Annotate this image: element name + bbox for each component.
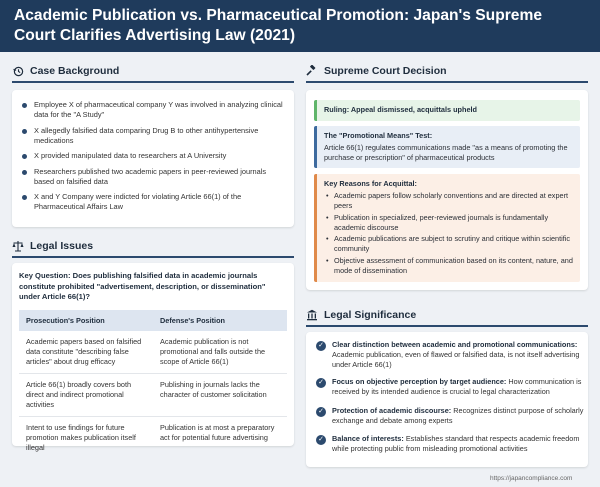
list-item: • Objective assessment of communication based on its content, nature, and mode of dissemination — [324, 256, 573, 276]
list-item: • Academic publications are subject to scrutiny and critique within scientific community — [324, 234, 573, 254]
table-cell: Academic papers based on falsified data constitute "describing false articles" about drug efficacy — [19, 331, 153, 374]
test-text: Article 66(1) regulates communications made "as a means of promoting the purchase or prescription" of pharmaceutical products — [324, 143, 568, 162]
significance-item — [316, 434, 586, 454]
page-header — [0, 0, 600, 52]
list-item: X and Y Company were indicted for violating Article 66(1) of the Pharmaceutical Affairs Law — [20, 192, 284, 212]
significance-item — [316, 406, 586, 426]
list-item: X provided manipulated data to researchers at A University — [20, 151, 284, 161]
reasons-box — [314, 174, 580, 282]
ruling-box: Ruling: Appeal dismissed, acquittals upheld — [314, 100, 580, 121]
legal-issues-heading: Legal Issues — [12, 237, 93, 255]
check-circle-icon: ✓ — [316, 435, 326, 445]
legal-issues-card — [12, 263, 294, 452]
significance-item-text: How communication is received by its intended audience is crucial to legal characterization — [332, 377, 582, 396]
prosecution-column-header: Prosecution's Position — [19, 310, 153, 331]
table-header-row — [19, 310, 287, 331]
reasons-title: Key Reasons for Acquittal: — [324, 179, 417, 188]
significance-item — [316, 340, 586, 370]
case-background-heading: Case Background — [12, 62, 119, 80]
significance-item-title: Protection of academic discourse: — [332, 406, 452, 415]
significance-heading: Legal Significance — [306, 306, 416, 324]
footer-url[interactable]: https://japancompliance.com — [490, 475, 573, 482]
check-circle-icon: ✓ — [316, 378, 326, 388]
table-cell: Academic publication is not promotional and falls outside the scope of Article 66(1) — [153, 331, 287, 374]
significance-rule — [306, 325, 588, 327]
list-item: Researchers published two academic papers in peer-reviewed journals based on falsified data — [20, 167, 284, 187]
list-item: • Publication in specialized, peer-reviewed journals is fundamentally academic discourse — [324, 213, 573, 233]
test-title: The "Promotional Means" Test: — [324, 131, 433, 140]
table-cell: Publication is at most a preparatory act for potential future advertising — [160, 422, 275, 442]
decision-rule — [306, 81, 588, 83]
list-item: • Academic papers follow scholarly conventions and are directed at expert peers — [324, 191, 573, 211]
balance-scale-icon — [12, 240, 24, 252]
history-icon — [12, 65, 24, 77]
landmark-icon — [306, 309, 318, 321]
positions-table — [19, 310, 287, 459]
significance-item-title: Focus on objective perception by target audience: — [332, 377, 507, 386]
reasons-list — [324, 191, 573, 276]
significance-item-title: Clear distinction between academic and promotional communications: — [332, 340, 578, 349]
table-row — [19, 331, 287, 374]
list-item: X allegedly falsified data comparing Drug B to other antihypertensive medications — [20, 126, 284, 146]
defense-column-header: Defense's Position — [153, 310, 287, 331]
case-background-card — [12, 90, 294, 227]
check-circle-icon: ✓ — [316, 341, 326, 351]
case-background-rule — [12, 81, 294, 83]
table-row — [19, 416, 287, 459]
page-title: Academic Publication vs. Pharmaceutical Promotion: Japan's Supreme Court Clarifies Advertising Law (2021) — [14, 7, 542, 44]
promotional-means-test-box — [314, 126, 580, 168]
table-cell: Publishing in journals lacks the character of customer solicitation — [153, 373, 287, 416]
case-background-list — [20, 100, 284, 212]
significance-item-text: Establishes standard that respects academic freedom while protecting public from misleading promotional activities — [332, 434, 580, 453]
table-row — [19, 373, 287, 416]
list-item: Employee X of pharmaceutical company Y was involved in analyzing clinical data for the "A Study" — [20, 100, 284, 120]
check-circle-icon: ✓ — [316, 407, 326, 417]
table-cell: Intent to use findings for future promotion makes publication itself illegal — [26, 422, 136, 452]
significance-item-text: Academic publication, even of flawed or falsified data, is not itself advertising under Article 66(1) — [332, 350, 580, 369]
significance-item-text: Recognizes distinct purpose of scholarly exchange and debate among experts — [332, 406, 584, 425]
decision-heading: Supreme Court Decision — [306, 62, 447, 80]
gavel-icon — [306, 65, 318, 77]
key-question: Key Question: Does publishing falsified data in academic journals constitute prohibited "advertisement, description, or dissemination" under Article 66(1)? — [19, 271, 266, 301]
significance-item — [316, 377, 586, 397]
table-cell: Article 66(1) broadly covers both direct and indirect promotional activities — [19, 373, 153, 416]
significance-item-title: Balance of interests: — [332, 434, 404, 443]
legal-issues-rule — [12, 256, 294, 258]
